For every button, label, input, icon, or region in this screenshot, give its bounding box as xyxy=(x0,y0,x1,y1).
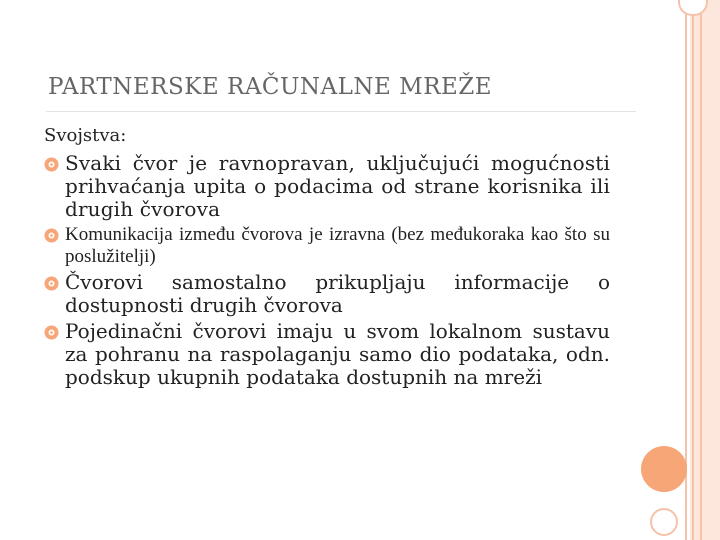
frame-line xyxy=(692,0,694,540)
decorative-circle-filled xyxy=(641,446,687,492)
bullet-item xyxy=(44,224,610,268)
bullet-item xyxy=(44,320,610,389)
gear-icon xyxy=(44,276,59,291)
slide-body xyxy=(44,124,610,392)
section-heading: Svojstva: xyxy=(44,125,127,146)
gear-icon xyxy=(44,325,59,340)
bullet-text: Svaki čvor je ravnopravan, uključujući mogućnosti prihvaćanja upita o podacima od strane korisnika ili drugih čvorova xyxy=(65,151,610,221)
frame-line xyxy=(700,0,702,540)
frame-line xyxy=(685,0,687,540)
bullet-text: Komunikacija između čvorova je izravna (bez međukoraka kao što su poslužitelji) xyxy=(65,224,610,267)
decorative-circle-outline xyxy=(650,508,678,536)
gear-icon xyxy=(44,228,59,243)
bullet-text: Pojedinačni čvorovi imaju u svom lokalnom sustavu za pohranu na raspolaganju samo dio podataka, odn. podskup ukupnih podataka dostupnih na mreži xyxy=(65,319,610,389)
gear-icon xyxy=(44,157,59,172)
bullet-item xyxy=(44,271,610,317)
title-divider xyxy=(46,111,636,112)
slide-title: PARTNERSKE RAČUNALNE MREŽE xyxy=(48,74,493,100)
side-frame xyxy=(690,0,720,540)
bullet-item xyxy=(44,152,610,221)
bullet-list xyxy=(44,152,610,389)
bullet-text: Čvorovi samostalno prikupljaju informacije o dostupnosti drugih čvorova xyxy=(65,270,610,317)
